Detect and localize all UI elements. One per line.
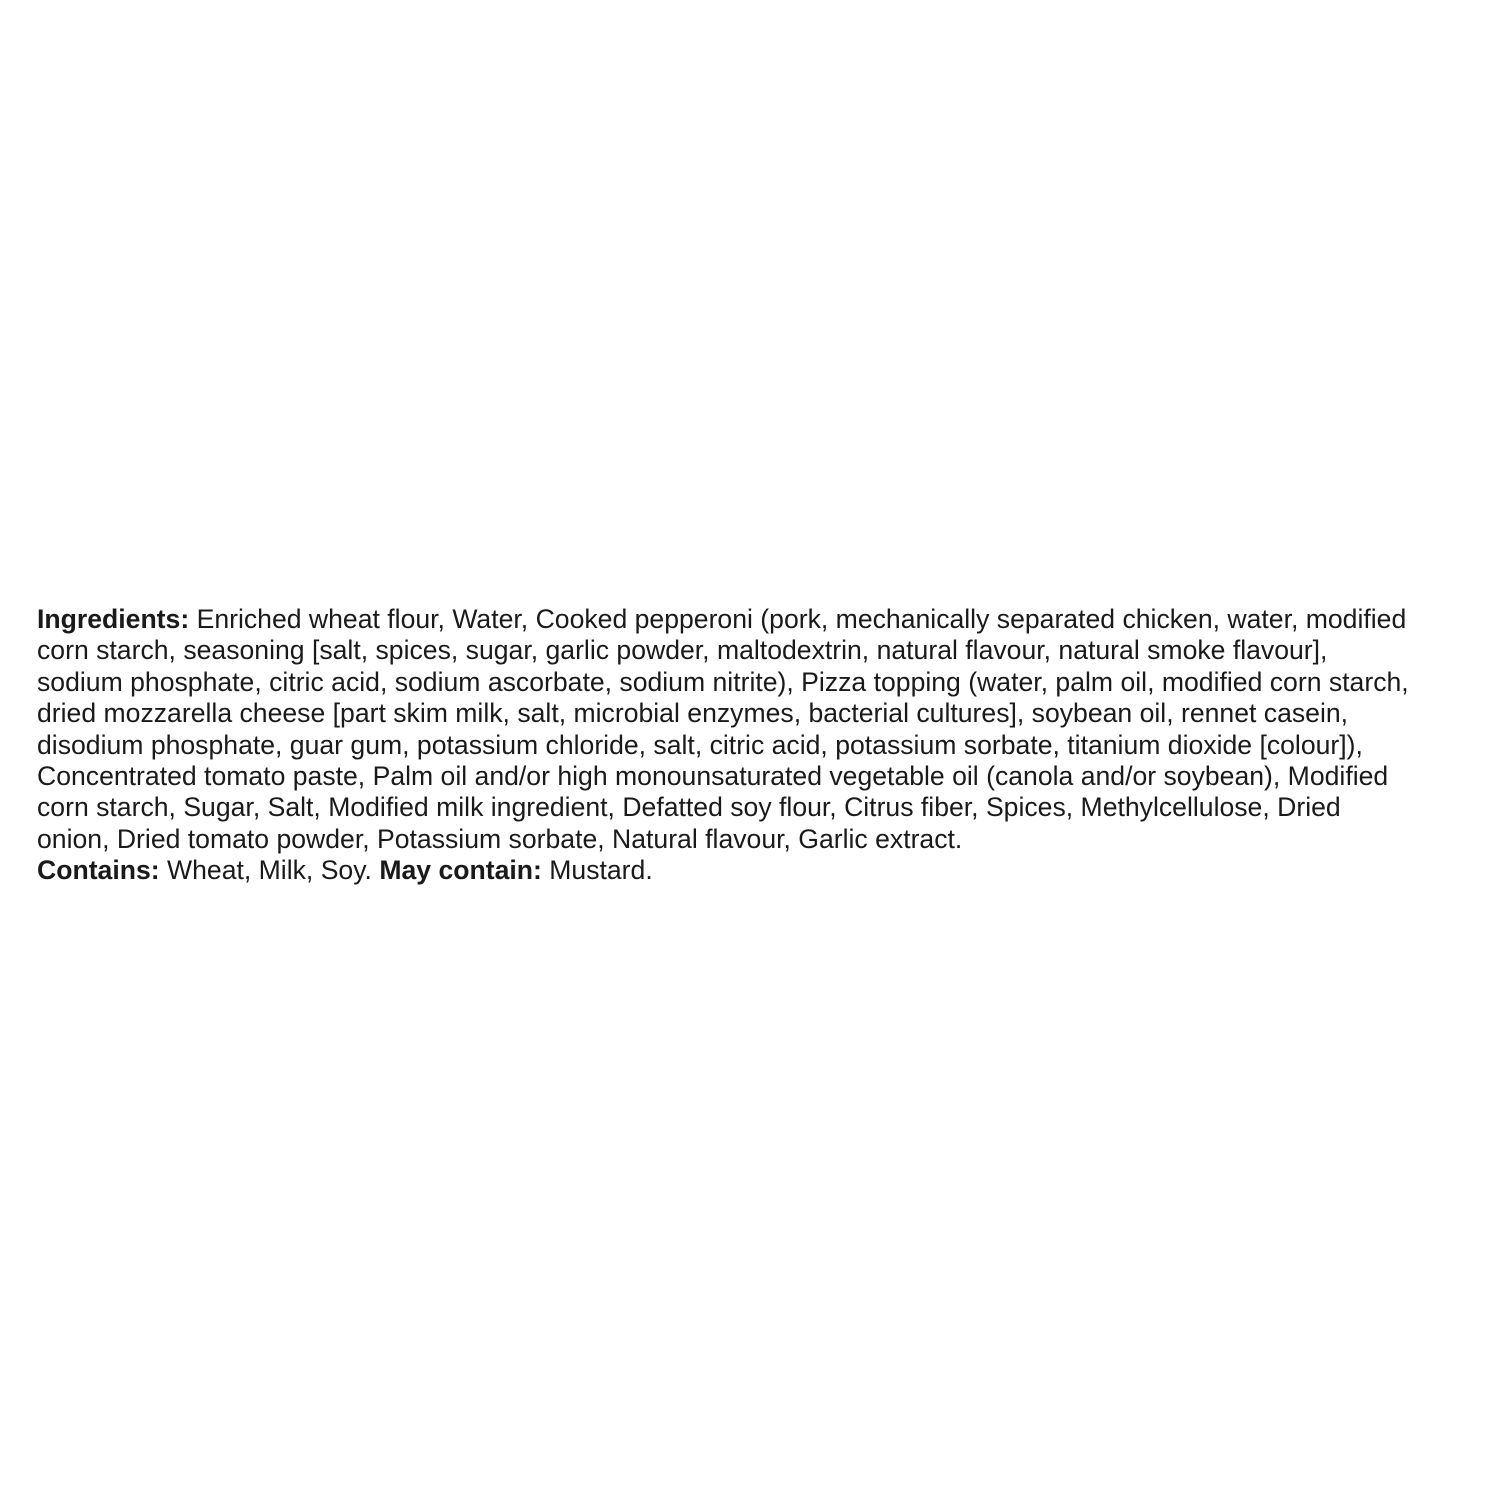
- ingredients-line-7: corn starch, Sugar, Salt, Modified milk ingredient, Defatted soy flour, Citrus fiber, Spices, Methylcellulose, Dried: [37, 792, 1341, 823]
- ingredients-heading: Ingredients:: [37, 604, 190, 634]
- ingredients-label-block: [37, 604, 1477, 887]
- ingredients-line-8: onion, Dried tomato powder, Potassium sorbate, Natural flavour, Garlic extract.: [37, 823, 963, 854]
- ingredients-line-6: Concentrated tomato paste, Palm oil and/or high monounsaturated vegetable oil (canola and/or soybean), Modified: [37, 761, 1389, 792]
- ingredients-line-2: corn starch, seasoning [salt, spices, sugar, garlic powder, maltodextrin, natural flavour, natural smoke flavour],: [37, 635, 1328, 666]
- ingredients-text: Enriched wheat flour, Water, Cooked pepperoni (pork, mechanically separated chicken, water, modified: [189, 604, 1407, 634]
- may-contain-text: Mustard.: [541, 855, 653, 886]
- ingredients-line-1: [37, 604, 1477, 635]
- contains-text: Wheat, Milk, Soy.: [159, 855, 380, 886]
- allergens-line: [37, 855, 1477, 886]
- ingredients-line-3: sodium phosphate, citric acid, sodium ascorbate, sodium nitrite), Pizza topping (water, palm oil, modified corn starch,: [37, 666, 1409, 697]
- contains-heading: Contains:: [37, 855, 160, 886]
- may-contain-heading: May contain:: [379, 855, 542, 886]
- ingredients-line-4: dried mozzarella cheese [part skim milk, salt, microbial enzymes, bacterial cultures], soybean oil, rennet casein,: [37, 698, 1349, 729]
- ingredients-line-5: disodium phosphate, guar gum, potassium chloride, salt, citric acid, potassium sorbate, titanium dioxide [colour]),: [37, 729, 1363, 760]
